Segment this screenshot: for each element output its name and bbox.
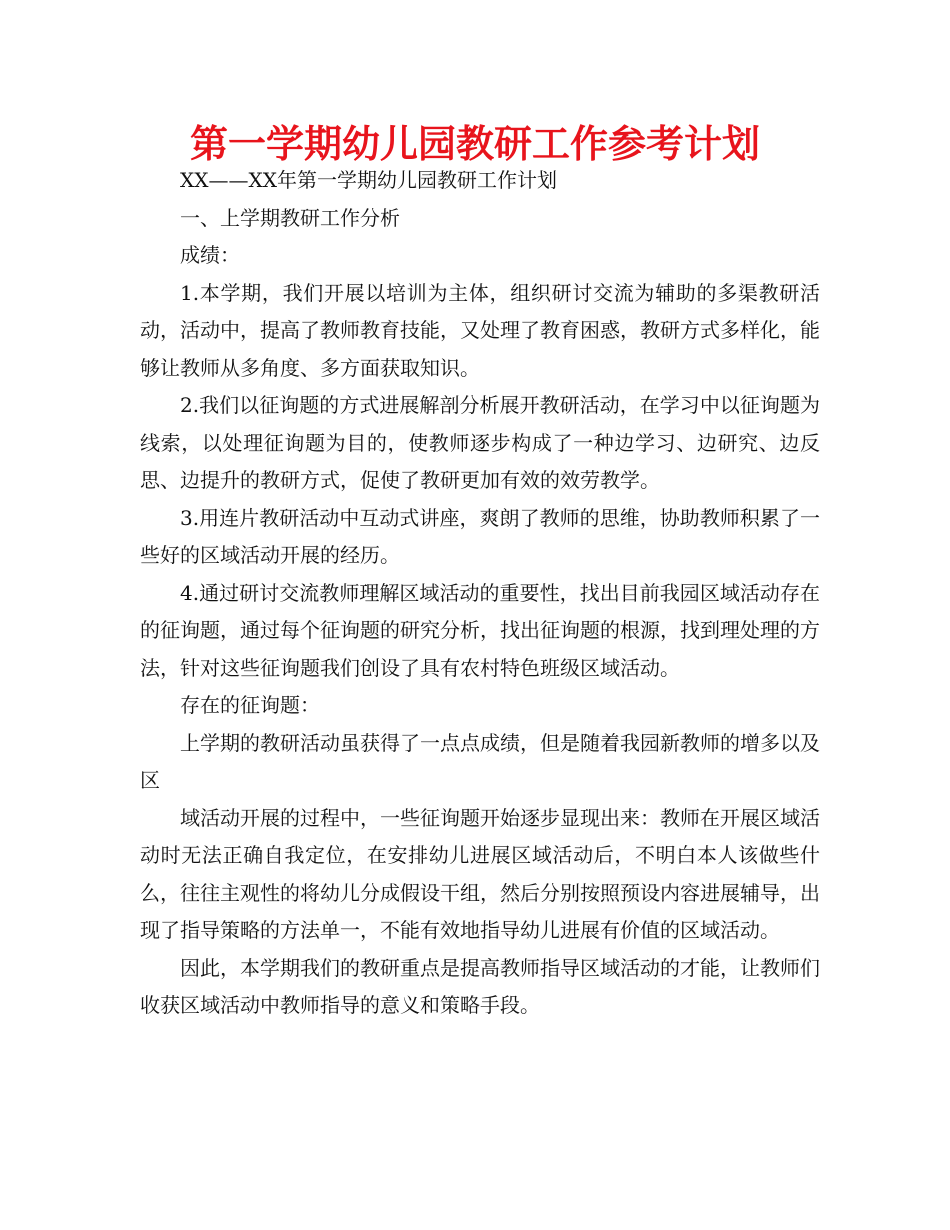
- paragraph-problems-label: 存在的征询题：: [180, 693, 320, 717]
- paragraph-plan-heading: XX——XX年第一学期幼儿园教研工作计划: [180, 168, 557, 192]
- paragraph-item-1: 1.本学期，我们开展以培训为主体，组织研讨交流为辅助的多渠教研活动，活动中，提高了教师教育技能，又处理了教育困惑，教研方式多样化，能够让教师从多角度、多方面获取知识。: [140, 280, 820, 380]
- paragraph-achievements-label: 成绩：: [180, 243, 240, 267]
- paragraph-item-3: 3.用连片教研活动中互动式讲座，爽朗了教师的思维，协助教师积累了一些好的区域活动开展的经历。: [140, 505, 820, 567]
- paragraph-item-2: 2.我们以征询题的方式进展解剖分析展开教研活动，在学习中以征询题为线索，以处理征询题为目的，使教师逐步构成了一种边学习、边研究、边反思、边提升的教研方式，促使了教研更加有效的效劳教学。: [140, 393, 820, 492]
- document-body: [140, 162, 820, 1025]
- paragraph-problems-detail: 域活动开展的过程中，一些征询题开始逐步显现出来：教师在开展区域活动时无法正确自我定位，在安排幼儿进展区域活动后，不明白本人该做些什么，往往主观性的将幼儿分成假设干组，然后分别按照预设内容进展辅导，出现了指导策略的方法单一，不能有效地指导幼儿进展有价值的区域活动。: [140, 805, 820, 942]
- paragraph-focus: 因此，本学期我们的教研重点是提高教师指导区域活动的才能，让教师们收获区域活动中教师指导的意义和策略手段。: [140, 955, 820, 1017]
- paragraph-section-one: 一、上学期教研工作分析: [180, 205, 400, 230]
- document-title: 第一学期幼儿园教研工作参考计划: [189, 122, 760, 166]
- paragraph-problems-intro: 上学期的教研活动虽获得了一点点成绩，但是随着我园新教师的增多以及区: [140, 730, 820, 792]
- paragraph-item-4: 4.通过研讨交流教师理解区域活动的重要性，找出目前我园区域活动存在的征询题，通过每个征询题的研究分析，找出征询题的根源，找到理处理的方法，针对这些征询题我们创设了具有农村特色班级区域活动。: [140, 580, 820, 680]
